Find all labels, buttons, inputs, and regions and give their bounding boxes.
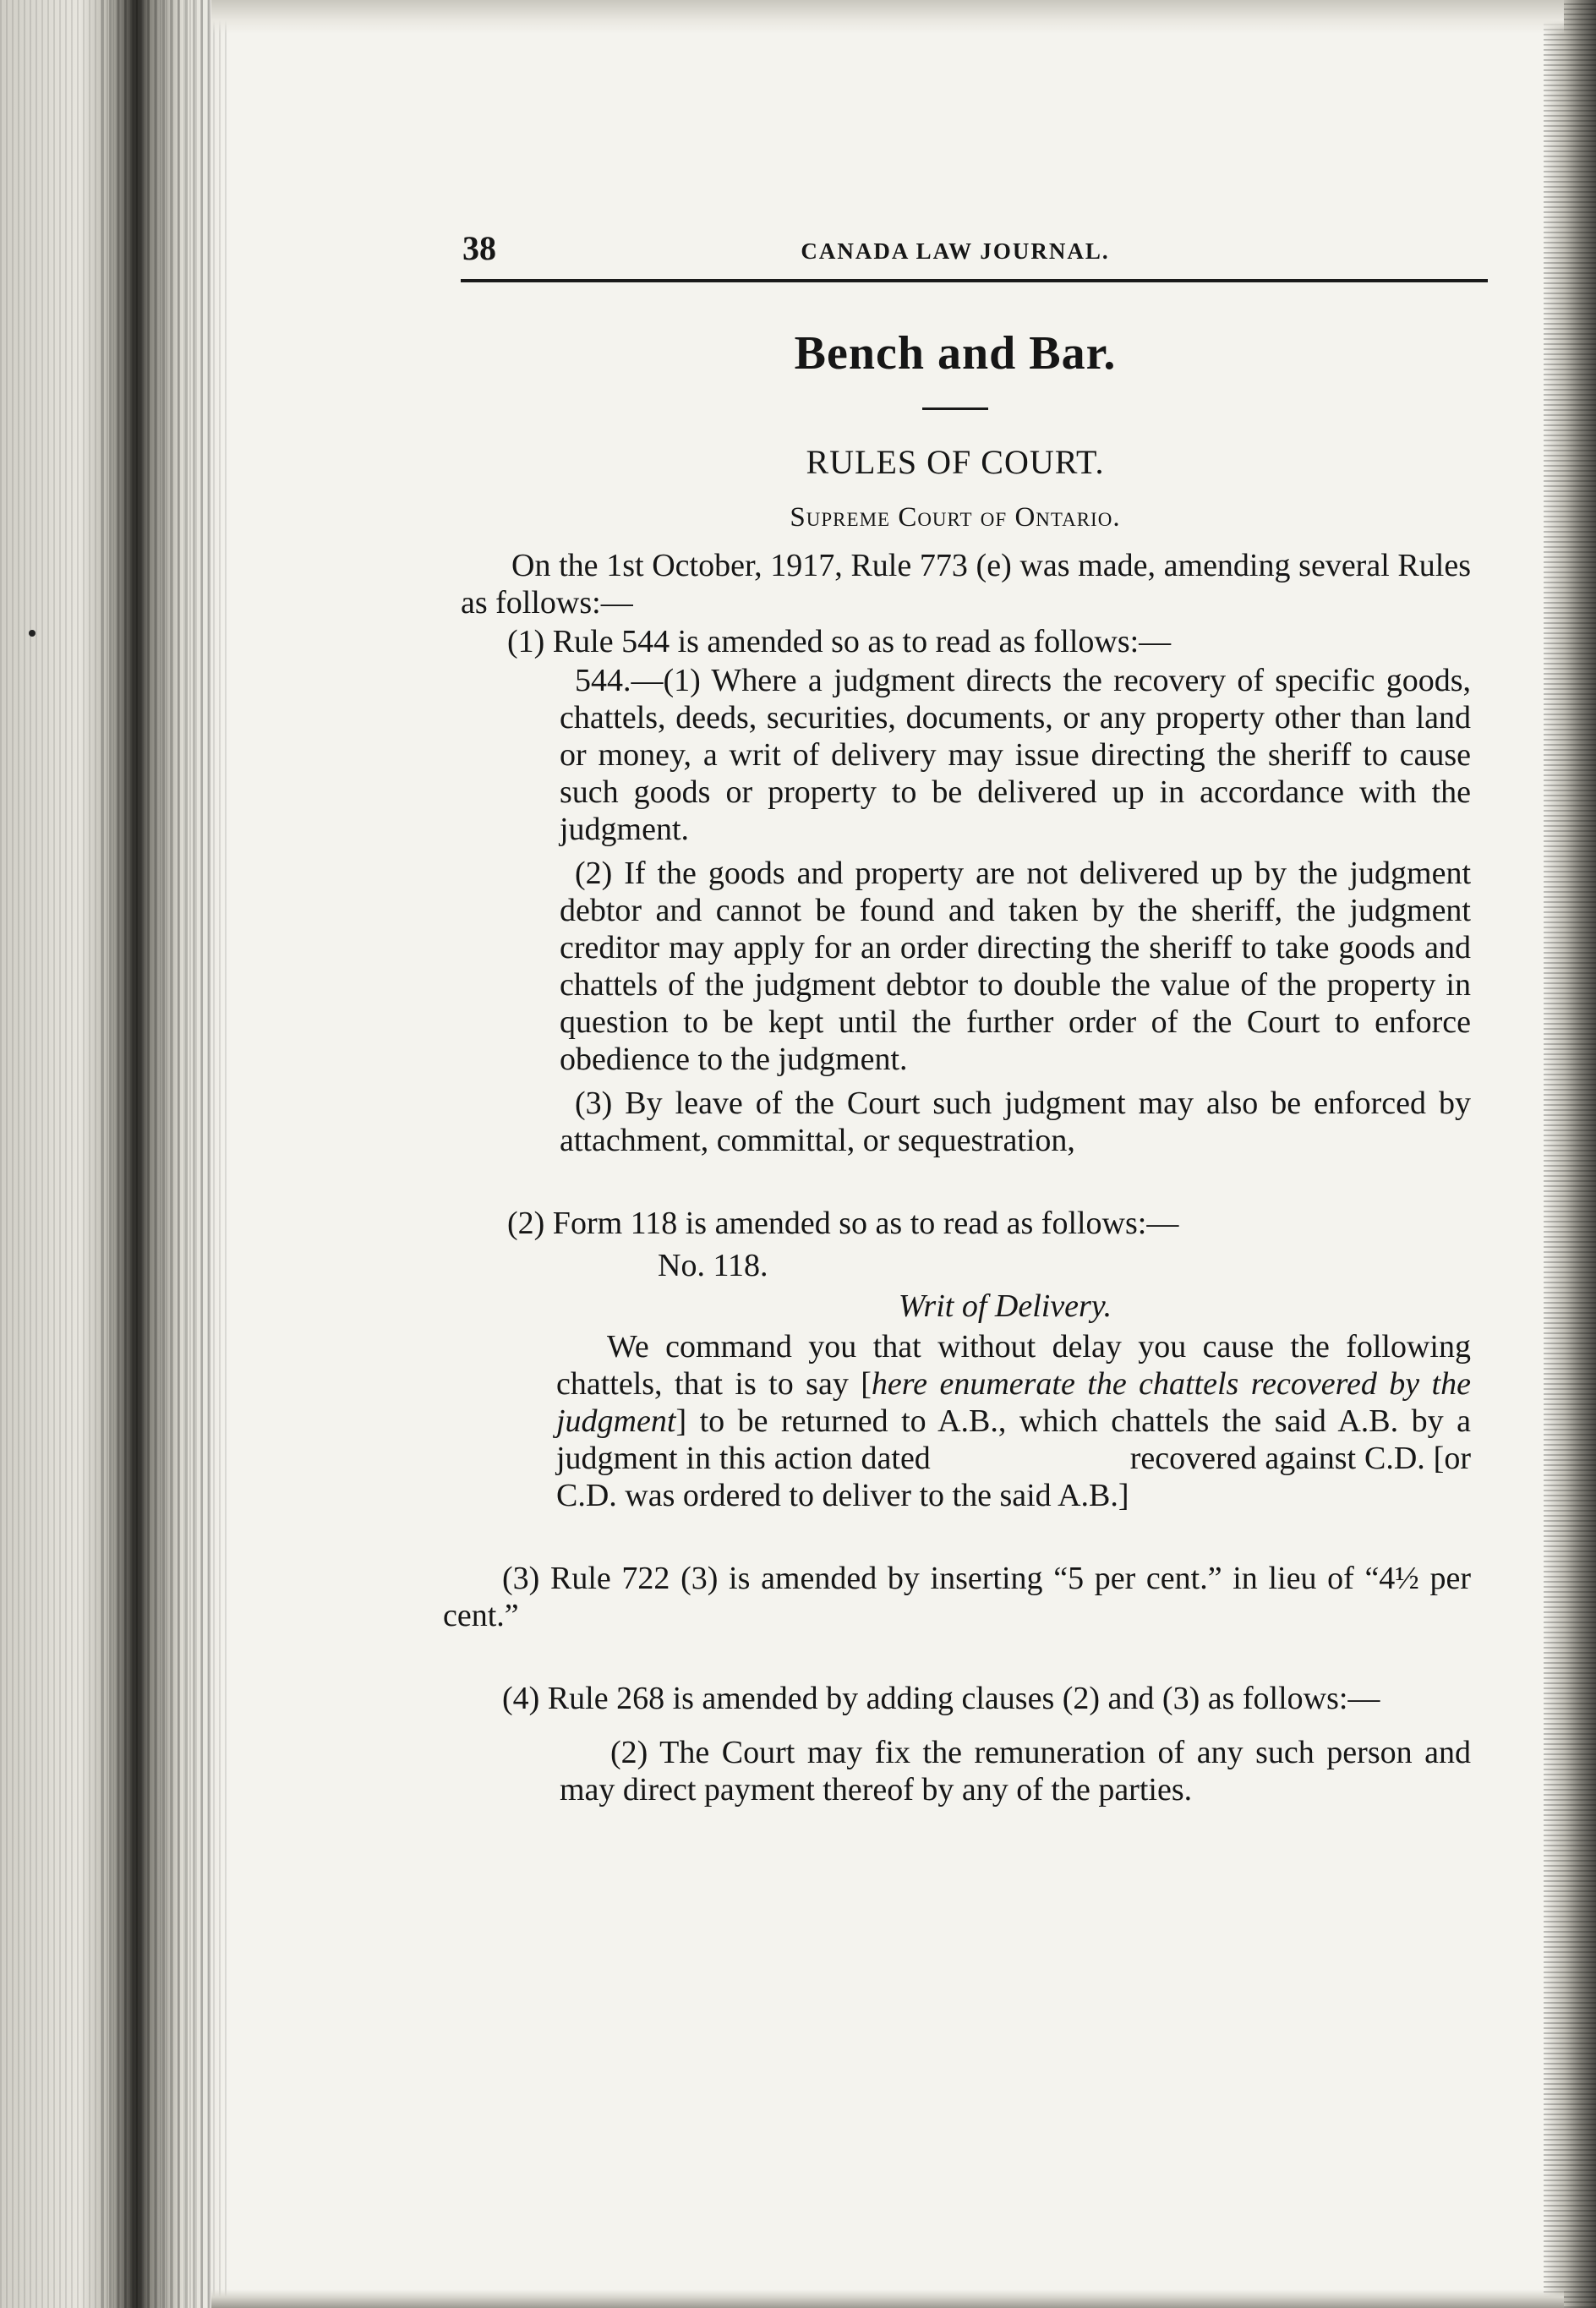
rule-544-para-2: (2) If the goods and property are not delivered up by the judgment debtor and cannot be found and taken by the sheriff, the judgment creditor may apply for an order directing the sheriff to take goods and chattels of the judgment debtor to double the value of the property in question to be kept until the further order of the Court to enforce obedience to the judgment. xyxy=(560,856,1471,1077)
writ-text-part-2: ] to be returned to A.B., which chattels the said A.B. by a judgment in this action dated xyxy=(556,1403,1471,1476)
page-bottom-edge xyxy=(211,2289,1564,2308)
clause-1-lead: (1) Rule 544 is amended so as to read as follows:— xyxy=(507,624,1172,659)
intro-paragraph: On the 1st October, 1917, Rule 773 (e) was made, amending several Rules as follows:— xyxy=(461,548,1471,621)
writ-of-delivery-text xyxy=(440,1328,1471,1514)
clause-4-sub-2: (2) The Court may fix the remuneration of any such person and may direct payment thereof by any of the parties. xyxy=(560,1735,1471,1808)
rule-544-para-1: 544.—(1) Where a judgment directs the recovery of specific goods, chattels, deeds, securities, documents, or any property other than land or money, a writ of delivery may issue directing the sheriff to cause such goods or property to be delivered up in accordance with the judgment. xyxy=(560,663,1471,847)
page-top-edge xyxy=(211,0,1564,34)
court-title: Supreme Court of Ontario. xyxy=(790,502,1121,533)
writ-text-part-3: recovered against C.D. [or C.D. was ordered to deliver to the said A.B.] xyxy=(556,1441,1471,1513)
rule-544-para-3: (3) By leave of the Court such judgment may also be enforced by attachment, committal, or sequestration, xyxy=(560,1086,1471,1158)
running-head xyxy=(440,228,1471,279)
form-number: No. 118. xyxy=(658,1248,768,1283)
writ-text-italic: here enumerate the chattels recovered by the judgment xyxy=(556,1366,1471,1439)
ink-speck xyxy=(29,630,36,637)
writ-text-part-1: We command you that without delay you cause the following chattels, that is to say [ xyxy=(556,1329,1471,1402)
section-rule xyxy=(922,407,988,410)
clause-2-lead: (2) Form 118 is amended so as to read as follows:— xyxy=(507,1206,1179,1241)
clause-3: (3) Rule 722 (3) is amended by inserting “5 per cent.” in lieu of “4½ per cent.” xyxy=(443,1561,1471,1633)
rules-title: RULES OF COURT. xyxy=(806,443,1105,481)
journal-title: CANADA LAW JOURNAL. xyxy=(801,238,1110,264)
book-spine-shadow xyxy=(101,0,216,2308)
form-title: Writ of Delivery. xyxy=(898,1288,1112,1324)
rule-544-block xyxy=(440,662,1471,1159)
header-rule xyxy=(461,279,1488,282)
section-title: Bench and Bar. xyxy=(794,327,1117,380)
page-right-edge xyxy=(1544,0,1596,2308)
journal-page xyxy=(440,228,1471,1808)
clause-4-lead: (4) Rule 268 is amended by adding clauses (2) and (3) as follows:— xyxy=(502,1681,1380,1716)
page-number: 38 xyxy=(462,229,496,267)
